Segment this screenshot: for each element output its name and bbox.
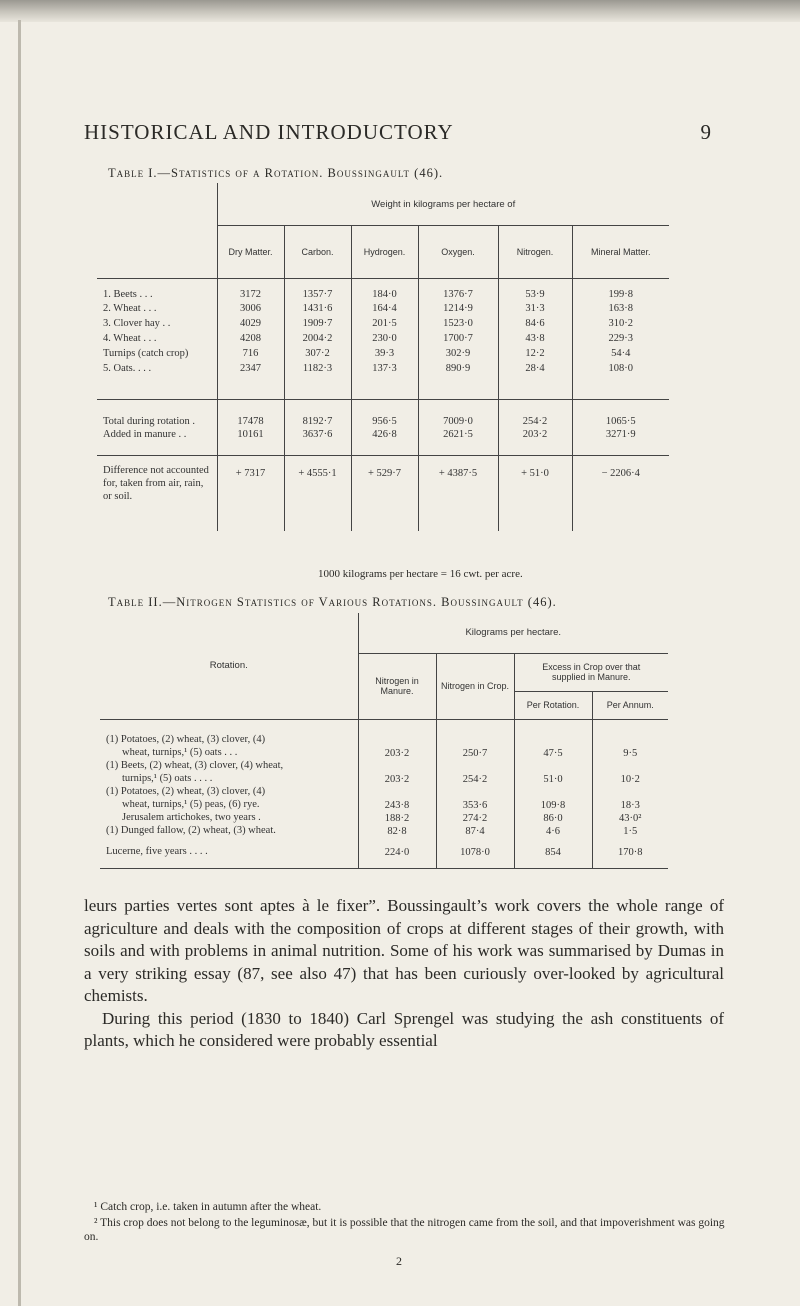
table2-row bbox=[100, 845, 668, 858]
table1-cell: + 529·7 bbox=[351, 456, 418, 531]
table1-cell: − 2206·4 bbox=[572, 456, 669, 531]
table2-rows bbox=[100, 719, 668, 868]
table1-cell: 28·4 bbox=[498, 361, 572, 376]
table2-row-label bbox=[100, 824, 358, 837]
table1-cell: 164·4 bbox=[351, 301, 418, 316]
table2-col-manure: Nitrogen in Manure. bbox=[358, 653, 436, 719]
table1-row bbox=[97, 301, 669, 316]
table2-cell: 18·3 bbox=[592, 785, 668, 811]
table2-cell: 1078·0 bbox=[436, 845, 514, 858]
table1-cell: 203·2 bbox=[498, 428, 572, 444]
table2-cell: 43·0² bbox=[592, 811, 668, 824]
table1-row-label: Total during rotation . bbox=[97, 400, 217, 428]
table1-cell: 716 bbox=[217, 346, 284, 361]
table1-caption-text: —Statistics of a Rotation. Boussingault (46). bbox=[157, 166, 444, 180]
table1-cell: 108·0 bbox=[572, 361, 669, 376]
table2-cell: 250·7 bbox=[436, 733, 514, 759]
table2-cell: 224·0 bbox=[358, 845, 436, 858]
table1-total-row bbox=[97, 428, 669, 444]
table2-cell: 9·5 bbox=[592, 733, 668, 759]
table1-row bbox=[97, 361, 669, 376]
table1-difference-section bbox=[97, 456, 669, 531]
table1-col-mineral-matter: Mineral Matter. bbox=[572, 226, 669, 279]
table1-cell: 163·8 bbox=[572, 301, 669, 316]
table1-spacer bbox=[97, 444, 669, 456]
table1-cell: 1357·7 bbox=[284, 279, 351, 301]
table1-cell: 1431·6 bbox=[284, 301, 351, 316]
table1-cell: 426·8 bbox=[351, 428, 418, 444]
running-header bbox=[84, 120, 712, 145]
binding-edge bbox=[18, 20, 21, 1306]
table2-cell: 87·4 bbox=[436, 824, 514, 837]
table1-row bbox=[97, 346, 669, 361]
table1-cell: 310·2 bbox=[572, 316, 669, 331]
table1-row-label: 4. Wheat . . . bbox=[103, 332, 157, 344]
table1-cell: 184·0 bbox=[351, 279, 418, 301]
table2-label-line: (1) Dunged fallow, (2) wheat, (3) wheat. bbox=[106, 825, 276, 836]
table2-row-label bbox=[100, 759, 358, 785]
table1-caption bbox=[108, 166, 443, 181]
table1-cell: 201·5 bbox=[351, 316, 418, 331]
table2-label-line: Jerusalem artichokes, two years . bbox=[122, 812, 261, 823]
body-paragraph: During this period (1830 to 1840) Carl Sprengel was studying the ash constituents of plants, which he considered were probably essential bbox=[84, 1008, 724, 1050]
table1-cell: + 4387·5 bbox=[418, 456, 498, 531]
table2-label-line: (1) Potatoes, (2) wheat, (3) clover, (4) bbox=[106, 734, 266, 745]
table1-col-carbon: Carbon. bbox=[284, 226, 351, 279]
table2-row bbox=[100, 759, 668, 785]
table2-label-line: (1) Potatoes, (2) wheat, (3) clover, (4) bbox=[106, 786, 266, 797]
table1-row bbox=[97, 316, 669, 331]
table2-caption bbox=[108, 595, 557, 610]
table1-cell: 229·3 bbox=[572, 331, 669, 346]
table1-cell: 3271·9 bbox=[572, 428, 669, 444]
table1-row-label: 1. Beets . . . bbox=[97, 279, 217, 301]
table1-row-label: 2. Wheat . . . bbox=[103, 302, 157, 314]
table1-cell: + 51·0 bbox=[498, 456, 572, 531]
table1-row-label: Added in manure . . bbox=[103, 428, 187, 440]
table1-cell: 1065·5 bbox=[572, 400, 669, 428]
table2-cell: 203·2 bbox=[358, 733, 436, 759]
table2-group-header: Kilograms per hectare. bbox=[358, 613, 668, 653]
table1-cell: + 7317 bbox=[217, 456, 284, 531]
table1-cell: 1700·7 bbox=[418, 331, 498, 346]
table1-cell: 53·9 bbox=[498, 279, 572, 301]
table1-col-hydrogen: Hydrogen. bbox=[351, 226, 418, 279]
table1-cell: 7009·0 bbox=[418, 400, 498, 428]
table1-cell: 1182·3 bbox=[284, 361, 351, 376]
table1-cell: 2004·2 bbox=[284, 331, 351, 346]
table1-cell: 1376·7 bbox=[418, 279, 498, 301]
table1-cell: 1909·7 bbox=[284, 316, 351, 331]
table2-row-label bbox=[100, 845, 358, 858]
table2-cell: 109·8 bbox=[514, 785, 592, 811]
table1 bbox=[97, 183, 669, 531]
table2-cell: 51·0 bbox=[514, 759, 592, 785]
table1-cell: 31·3 bbox=[498, 301, 572, 316]
table1-cell: 3172 bbox=[217, 279, 284, 301]
table1-cell: 17478 bbox=[217, 400, 284, 428]
table1-cell: 2621·5 bbox=[418, 428, 498, 444]
table2-label-line: (1) Beets, (2) wheat, (3) clover, (4) wheat, bbox=[106, 760, 284, 771]
difference-label-line: for, taken from air, rain, bbox=[103, 478, 204, 489]
table2-cell: 274·2 bbox=[436, 811, 514, 824]
table1-cell: 307·2 bbox=[284, 346, 351, 361]
table2 bbox=[100, 613, 668, 869]
table1-stub-header bbox=[97, 183, 217, 226]
table2-cell: 1·5 bbox=[592, 824, 668, 837]
signature-mark: 2 bbox=[396, 1254, 402, 1268]
table1-cell: 199·8 bbox=[572, 279, 669, 301]
table2-row-label bbox=[100, 811, 358, 824]
footnote: ² This crop does not belong to the leguminosæ, but it is possible that the nitrogen came from the soil, and that impoverishment was going on. bbox=[84, 1217, 725, 1243]
table2-cell: 82·8 bbox=[358, 824, 436, 837]
table2-cell: 353·6 bbox=[436, 785, 514, 811]
running-title: HISTORICAL AND INTRODUCTORY bbox=[84, 120, 454, 144]
table2-col-per-annum: Per Annum. bbox=[592, 691, 668, 719]
table2-row bbox=[100, 811, 668, 824]
table1-cell: 3637·6 bbox=[284, 428, 351, 444]
page-number: 9 bbox=[700, 120, 712, 144]
table2-caption-text: —Nitrogen Statistics of Various Rotations. Boussingault (46). bbox=[162, 595, 557, 609]
table1-cell: 1214·9 bbox=[418, 301, 498, 316]
difference-label-line: Difference not accounted bbox=[103, 465, 209, 476]
body-paragraph: leurs parties vertes sont aptes à le fixer”. Boussingault’s work covers the whole range of agriculture and deals with the composition of crops at different stages of their growth, with soils and with problems in animal nutrition. Some of his work was summarised by Dumas in a very striking essay (87, see also 47) that has been curiously over-looked by agricultural chemists. bbox=[84, 896, 724, 1005]
table1-row-label: 3. Clover hay . . bbox=[103, 317, 171, 329]
table2-cell: 188·2 bbox=[358, 811, 436, 824]
table2-row-label bbox=[100, 785, 358, 811]
table2-col-excess: Excess in Crop over that supplied in Manure. bbox=[514, 653, 668, 691]
table2-row bbox=[100, 733, 668, 759]
table1-row bbox=[97, 279, 669, 301]
table1-cell: 890·9 bbox=[418, 361, 498, 376]
table2-cell: 854 bbox=[514, 845, 592, 858]
table1-cell: 230·0 bbox=[351, 331, 418, 346]
table1-total-rows bbox=[97, 400, 669, 456]
table1-cell: 43·8 bbox=[498, 331, 572, 346]
table1-cell: 1523·0 bbox=[418, 316, 498, 331]
table2-cell: 47·5 bbox=[514, 733, 592, 759]
table2-cell: 86·0 bbox=[514, 811, 592, 824]
table2-spacer bbox=[100, 858, 668, 868]
table1-cell: 956·5 bbox=[351, 400, 418, 428]
table1-row bbox=[97, 331, 669, 346]
table1-cell: 10161 bbox=[217, 428, 284, 444]
table1-stub-header-2 bbox=[97, 226, 217, 279]
table2-row-label bbox=[100, 733, 358, 759]
table1-group-header: Weight in kilograms per hectare of bbox=[217, 183, 669, 226]
table1-col-nitrogen: Nitrogen. bbox=[498, 226, 572, 279]
footnotes bbox=[84, 1200, 734, 1246]
table1-caption-label: Table I. bbox=[108, 166, 158, 180]
table2-row bbox=[100, 824, 668, 837]
table2-cell: 254·2 bbox=[436, 759, 514, 785]
table2-cell: 243·8 bbox=[358, 785, 436, 811]
table1-cell: 12·2 bbox=[498, 346, 572, 361]
table1-cell: 8192·7 bbox=[284, 400, 351, 428]
table2-spacer bbox=[100, 719, 668, 733]
table2-label-line: wheat, turnips,¹ (5) peas, (6) rye. bbox=[122, 799, 260, 810]
table1-crop-rows bbox=[97, 279, 669, 400]
table2-cell: 170·8 bbox=[592, 845, 668, 858]
table2-col-per-rotation: Per Rotation. bbox=[514, 691, 592, 719]
table1-row-label: Turnips (catch crop) bbox=[103, 347, 189, 359]
table2-row bbox=[100, 785, 668, 811]
table1-cell: 84·6 bbox=[498, 316, 572, 331]
table1-col-oxygen: Oxygen. bbox=[418, 226, 498, 279]
table1-cell: 54·4 bbox=[572, 346, 669, 361]
table1-cell: 39·3 bbox=[351, 346, 418, 361]
table2-label-line: wheat, turnips,¹ (5) oats . . . bbox=[122, 747, 238, 758]
table2-label-line: turnips,¹ (5) oats . . . . bbox=[122, 773, 213, 784]
table1-cell: 2347 bbox=[217, 361, 284, 376]
table1-cell: 4208 bbox=[217, 331, 284, 346]
table2-col-crop: Nitrogen in Crop. bbox=[436, 653, 514, 719]
table1-cell: 137·3 bbox=[351, 361, 418, 376]
table2-cell: 10·2 bbox=[592, 759, 668, 785]
table1-cell: 302·9 bbox=[418, 346, 498, 361]
page-edge-shadow bbox=[0, 0, 800, 22]
table2-cell: 4·6 bbox=[514, 824, 592, 837]
table1-cell: 3006 bbox=[217, 301, 284, 316]
table1-note: 1000 kilograms per hectare = 16 cwt. per acre. bbox=[318, 568, 523, 580]
table1-col-dry-matter: Dry Matter. bbox=[217, 226, 284, 279]
table1-cell: 254·2 bbox=[498, 400, 572, 428]
table1-difference-label bbox=[97, 456, 217, 531]
table2-label-line: Lucerne, five years . . . . bbox=[106, 846, 208, 857]
body-text bbox=[84, 895, 724, 1053]
table2-caption-label: Table II. bbox=[108, 595, 163, 609]
difference-label-line: or soil. bbox=[103, 491, 133, 502]
table2-spacer bbox=[100, 837, 668, 845]
table1-spacer bbox=[97, 376, 669, 400]
table1-cell: 4029 bbox=[217, 316, 284, 331]
table2-cell: 203·2 bbox=[358, 759, 436, 785]
table1-total-row bbox=[97, 400, 669, 428]
table1-cell: + 4555·1 bbox=[284, 456, 351, 531]
table2-row-header: Rotation. bbox=[209, 660, 248, 672]
table1-row-label: 5. Oats. . . . bbox=[103, 362, 152, 374]
footnote: ¹ Catch crop, i.e. taken in autumn after the wheat. bbox=[94, 1201, 322, 1213]
